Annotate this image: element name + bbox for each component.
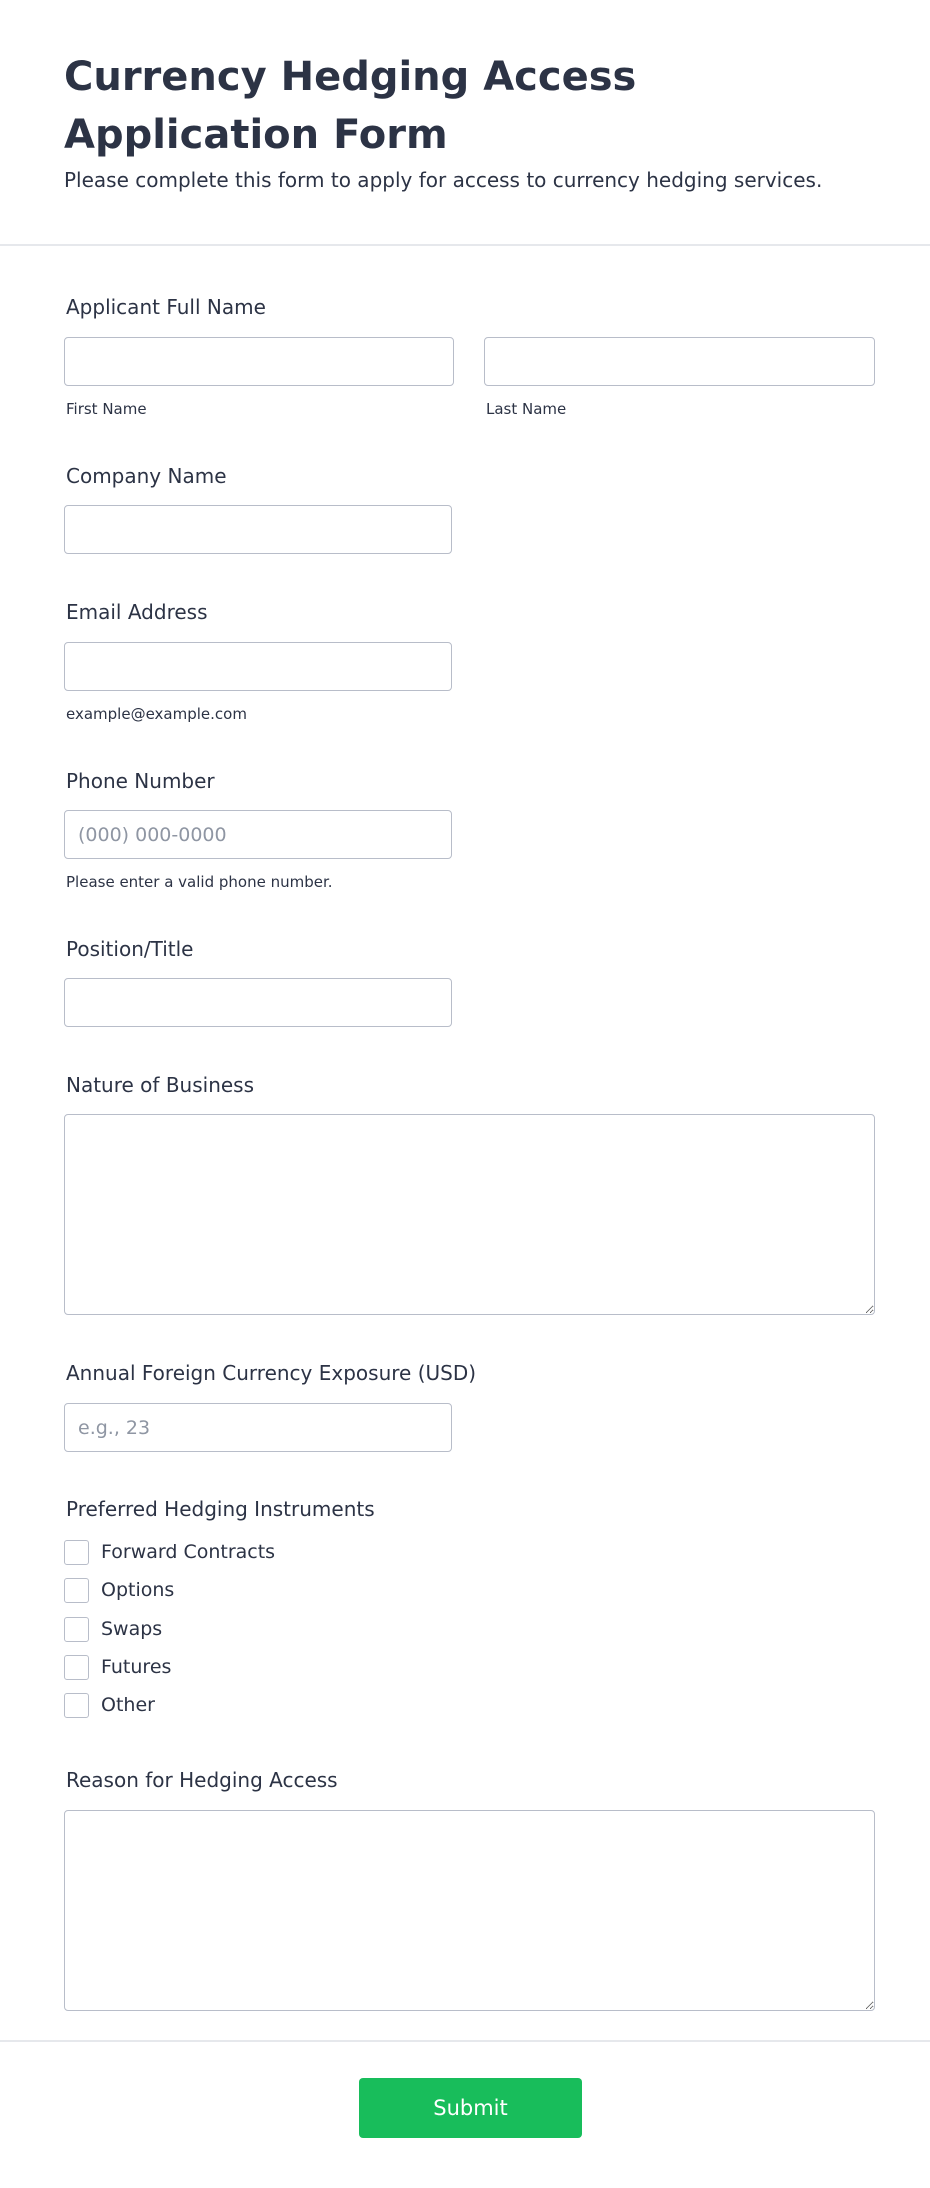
reason-textarea[interactable]: [64, 1810, 875, 2011]
position-input[interactable]: [64, 978, 452, 1027]
checkbox-label[interactable]: Options: [101, 1579, 175, 1601]
exposure-label: Annual Foreign Currency Exposure (USD): [66, 1361, 477, 1385]
checkbox-box[interactable]: [64, 1693, 89, 1718]
page-subtitle: Please complete this form to apply for access to currency hedging services.: [64, 168, 823, 192]
checkbox-label[interactable]: Futures: [101, 1656, 172, 1678]
checkbox-swaps[interactable]: [64, 1616, 162, 1642]
last-name-sublabel: Last Name: [486, 400, 567, 418]
form-header: [0, 0, 930, 246]
full-name-label: Applicant Full Name: [66, 295, 266, 319]
phone-sublabel: Please enter a valid phone number.: [66, 873, 333, 891]
first-name-input[interactable]: [64, 337, 454, 386]
email-label: Email Address: [66, 600, 208, 624]
last-name-input[interactable]: [484, 337, 875, 386]
reason-label: Reason for Hedging Access: [66, 1768, 338, 1792]
footer-divider: [0, 2040, 930, 2042]
phone-input[interactable]: [64, 810, 452, 859]
exposure-input[interactable]: [64, 1403, 452, 1452]
company-name-label: Company Name: [66, 464, 227, 488]
email-input[interactable]: [64, 642, 452, 691]
checkbox-options[interactable]: [64, 1577, 174, 1603]
checkbox-futures[interactable]: [64, 1654, 171, 1680]
checkbox-box[interactable]: [64, 1655, 89, 1680]
checkbox-forward-contracts[interactable]: [64, 1539, 275, 1565]
submit-button[interactable]: Submit: [359, 2078, 582, 2138]
email-sublabel: example@example.com: [66, 705, 247, 723]
page-title: Currency Hedging Access Application Form: [64, 54, 637, 158]
instruments-label: Preferred Hedging Instruments: [66, 1497, 375, 1521]
first-name-sublabel: First Name: [66, 400, 147, 418]
checkbox-box[interactable]: [64, 1578, 89, 1603]
business-textarea[interactable]: [64, 1114, 875, 1315]
checkbox-box[interactable]: [64, 1617, 89, 1642]
business-label: Nature of Business: [66, 1073, 255, 1097]
checkbox-label[interactable]: Forward Contracts: [101, 1541, 276, 1563]
phone-label: Phone Number: [66, 769, 215, 793]
checkbox-label[interactable]: Other: [101, 1694, 155, 1716]
checkbox-label[interactable]: Swaps: [101, 1618, 163, 1640]
position-label: Position/Title: [66, 937, 194, 961]
checkbox-box[interactable]: [64, 1540, 89, 1565]
checkbox-other[interactable]: [64, 1692, 155, 1718]
company-name-input[interactable]: [64, 505, 452, 554]
